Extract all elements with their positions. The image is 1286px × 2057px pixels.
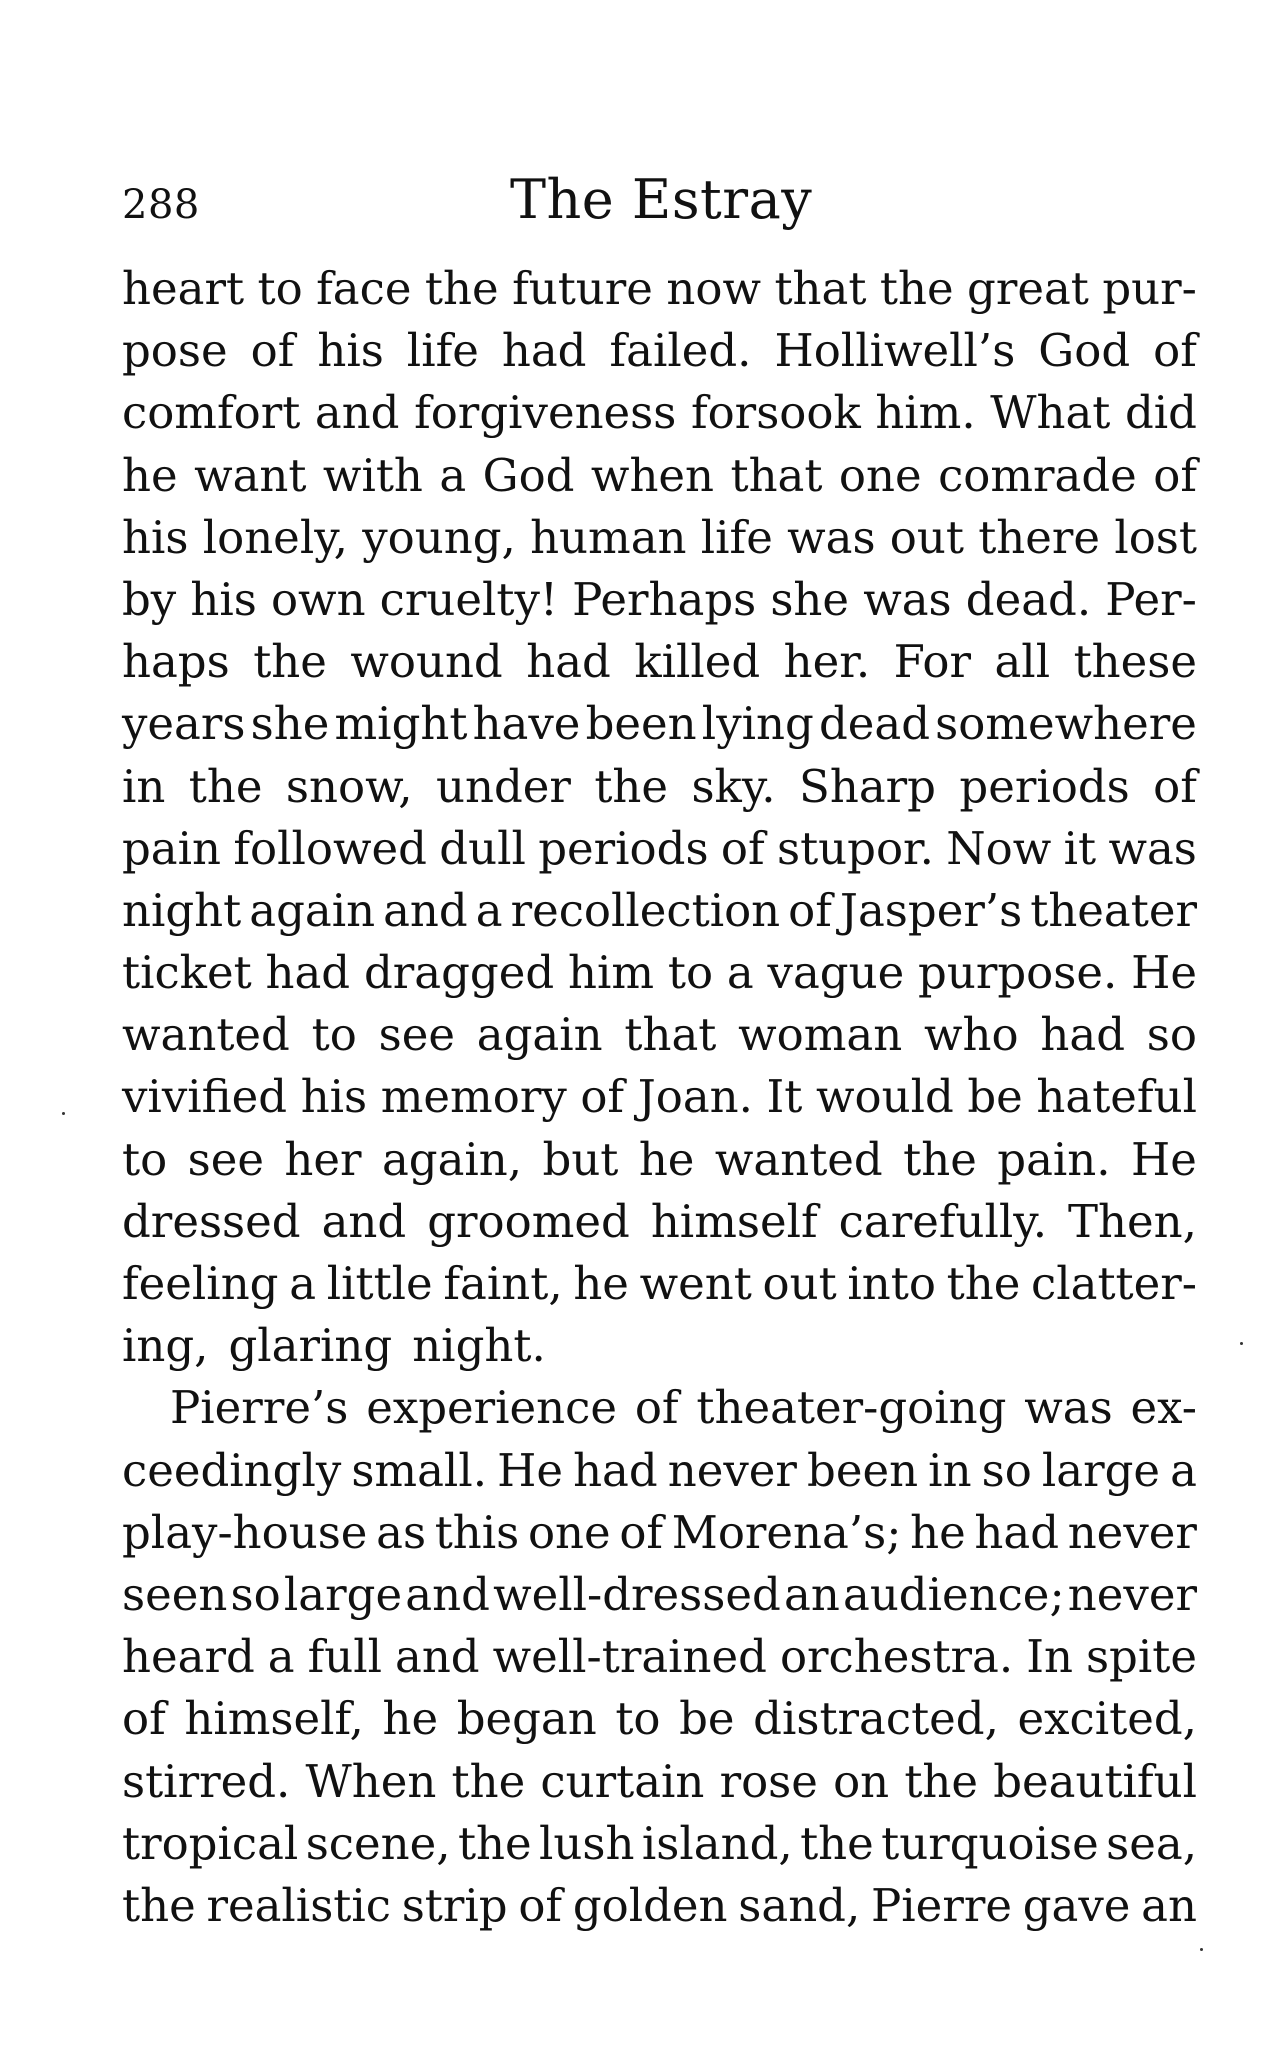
- text-line: vivified his memory of Joan. It would be hateful: [122, 1070, 1197, 1124]
- text-line: comfort and forgiveness forsook him. What did: [122, 386, 1197, 440]
- text-line: night again and a recollection of Jasper’s theater: [122, 883, 1197, 937]
- print-speck: [1240, 1342, 1243, 1345]
- text-line: ticket had dragged him to a vague purpose. He: [122, 946, 1197, 1000]
- text-line: in the snow, under the sky. Sharp periods of: [122, 759, 1197, 813]
- text-line: pain followed dull periods of stupor. Now it was: [122, 821, 1197, 875]
- page-number: 288: [122, 182, 200, 228]
- body-text: [122, 258, 1197, 1937]
- text-line: ing, glaring night.: [122, 1319, 546, 1373]
- text-line: the realistic strip of golden sand, Pierre gave an: [122, 1878, 1197, 1932]
- print-speck: [62, 1112, 65, 1115]
- text-line: by his own cruelty! Perhaps she was dead. Per-: [122, 572, 1197, 626]
- running-title: The Estray: [510, 168, 813, 231]
- text-line: heart to face the future now that the great pur-: [122, 262, 1197, 315]
- text-line: seen so large and well-dressed an audience; never: [122, 1567, 1197, 1621]
- paragraph: [122, 1377, 1197, 1937]
- paragraph: [122, 258, 1197, 1377]
- text-line: Pierre’s experience of theater-going was ex-: [170, 1381, 1197, 1435]
- text-line: play-house as this one of Morena’s; he had never: [122, 1505, 1197, 1559]
- text-line: to see her again, but he wanted the pain. He: [122, 1132, 1197, 1186]
- text-line: feeling a little faint, he went out into the clatter-: [122, 1257, 1197, 1310]
- text-line: ceedingly small. He had never been in so large a: [122, 1443, 1197, 1497]
- text-line: heard a full and well-trained orchestra. In spite: [122, 1630, 1197, 1684]
- text-line: years she might have been lying dead somewhere: [122, 697, 1197, 751]
- running-head: [122, 168, 1192, 238]
- text-line: of himself, he began to be distracted, excited,: [122, 1692, 1197, 1746]
- text-line: tropical scene, the lush island, the turquoise sea,: [122, 1816, 1197, 1870]
- text-line: he want with a God when that one comrade of: [122, 448, 1197, 502]
- text-line: pose of his life had failed. Holliwell’s God of: [122, 324, 1197, 378]
- text-line: wanted to see again that woman who had so: [122, 1008, 1197, 1062]
- print-speck: [1200, 1948, 1203, 1951]
- text-line: stirred. When the curtain rose on the beautiful: [122, 1754, 1197, 1808]
- text-line: dressed and groomed himself carefully. Then,: [122, 1194, 1197, 1248]
- text-line: his lonely, young, human life was out there lost: [122, 510, 1197, 564]
- text-line: haps the wound had killed her. For all these: [122, 635, 1197, 689]
